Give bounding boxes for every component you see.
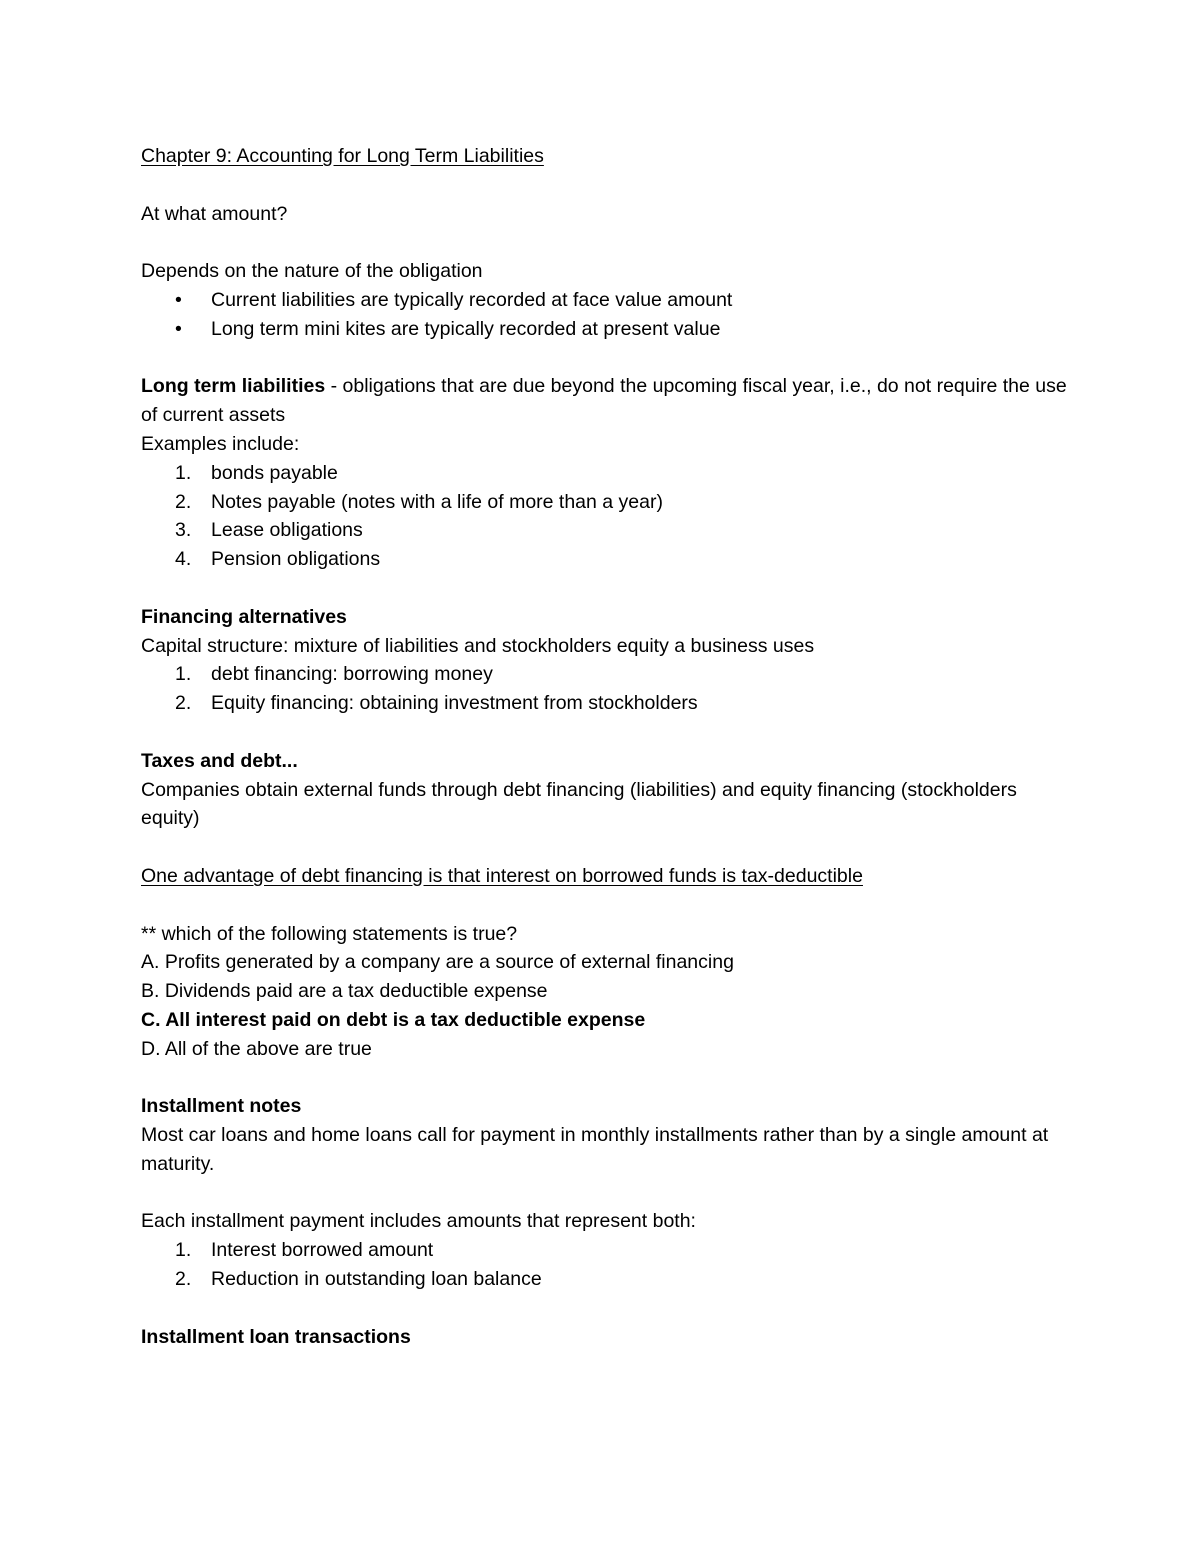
spacer <box>141 344 1071 373</box>
list-item <box>141 315 1071 344</box>
answer-option-c: C. All interest paid on debt is a tax deductible expense <box>141 1008 646 1031</box>
list-item-text: Lease obligations <box>211 519 363 542</box>
list-number: 2. <box>175 490 192 513</box>
list-item-text: Notes payable (notes with a life of more than a year) <box>211 490 663 513</box>
list-item <box>141 516 1071 545</box>
page-title: Chapter 9: Accounting for Long Term Liabilities <box>141 145 544 167</box>
spacer <box>141 1064 1071 1093</box>
examples-label: Examples include: <box>141 432 300 455</box>
spacer <box>141 228 1071 257</box>
list-item-text: Long term mini kites are typically recorded at present value <box>211 317 721 340</box>
list-number: 2. <box>175 1268 192 1291</box>
list-item <box>141 459 1071 488</box>
list-number: 3. <box>175 519 192 542</box>
answer-option-d: D. All of the above are true <box>141 1037 372 1060</box>
spacer <box>141 718 1071 747</box>
list-item-text: bonds payable <box>211 461 338 484</box>
spacer <box>141 171 1071 200</box>
list-number: 1. <box>175 1239 192 1262</box>
financing-heading: Financing alternatives <box>141 605 347 628</box>
list-number: 4. <box>175 548 192 571</box>
financing-list <box>141 660 1071 718</box>
list-number: 2. <box>175 692 192 715</box>
capital-structure: Capital structure: mixture of liabilities and stockholders equity a business uses <box>141 634 815 657</box>
bullet-marker: • <box>175 288 182 311</box>
taxes-body: Companies obtain external funds through debt financing (liabilities) and equity financing (stockholders equity) <box>141 778 1017 830</box>
list-item <box>141 1265 1071 1294</box>
depends-intro: Depends on the nature of the obligation <box>141 260 483 283</box>
list-item-text: Interest borrowed amount <box>211 1239 434 1262</box>
answer-option-a: A. Profits generated by a company are a source of external financing <box>141 951 734 974</box>
bullet-marker: • <box>175 317 182 340</box>
question-amount: At what amount? <box>141 202 288 225</box>
examples-list <box>141 459 1071 574</box>
list-item <box>141 660 1071 689</box>
spacer <box>141 833 1071 862</box>
document-page <box>141 142 1071 1351</box>
list-item <box>141 488 1071 517</box>
list-item <box>141 1236 1071 1265</box>
ltl-definition-text: - obligations that are due beyond the upcoming fiscal year, i.e., do not require the use of current assets <box>141 375 1067 427</box>
debt-advantage: One advantage of debt financing is that interest on borrowed funds is tax-deductible <box>141 864 863 887</box>
installment-heading: Installment notes <box>141 1095 302 1118</box>
list-number: 1. <box>175 461 192 484</box>
list-item-text: Equity financing: obtaining investment from stockholders <box>211 692 698 715</box>
taxes-heading: Taxes and debt... <box>141 749 298 772</box>
installment-transactions-heading: Installment loan transactions <box>141 1325 411 1348</box>
ltl-term: Long term liabilities <box>141 375 326 398</box>
installment-list <box>141 1236 1071 1294</box>
ltl-definition <box>141 372 1071 430</box>
spacer <box>141 574 1071 603</box>
depends-bullet-list <box>141 286 1071 344</box>
list-item <box>141 545 1071 574</box>
spacer <box>141 1294 1071 1323</box>
list-item-text: Reduction in outstanding loan balance <box>211 1268 542 1291</box>
list-number: 1. <box>175 663 192 686</box>
list-item-text: Pension obligations <box>211 548 381 571</box>
question-prompt: ** which of the following statements is true? <box>141 922 518 945</box>
list-item-text: Current liabilities are typically recorded at face value amount <box>211 288 733 311</box>
installment-body: Most car loans and home loans call for payment in monthly installments rather than by a single amount at maturity. <box>141 1124 1049 1175</box>
list-item-text: debt financing: borrowing money <box>211 663 493 686</box>
installment-each: Each installment payment includes amounts that represent both: <box>141 1210 696 1233</box>
list-item <box>141 286 1071 315</box>
spacer <box>141 891 1071 920</box>
spacer <box>141 1179 1071 1208</box>
list-item <box>141 689 1071 718</box>
answer-option-b: B. Dividends paid are a tax deductible expense <box>141 980 548 1003</box>
